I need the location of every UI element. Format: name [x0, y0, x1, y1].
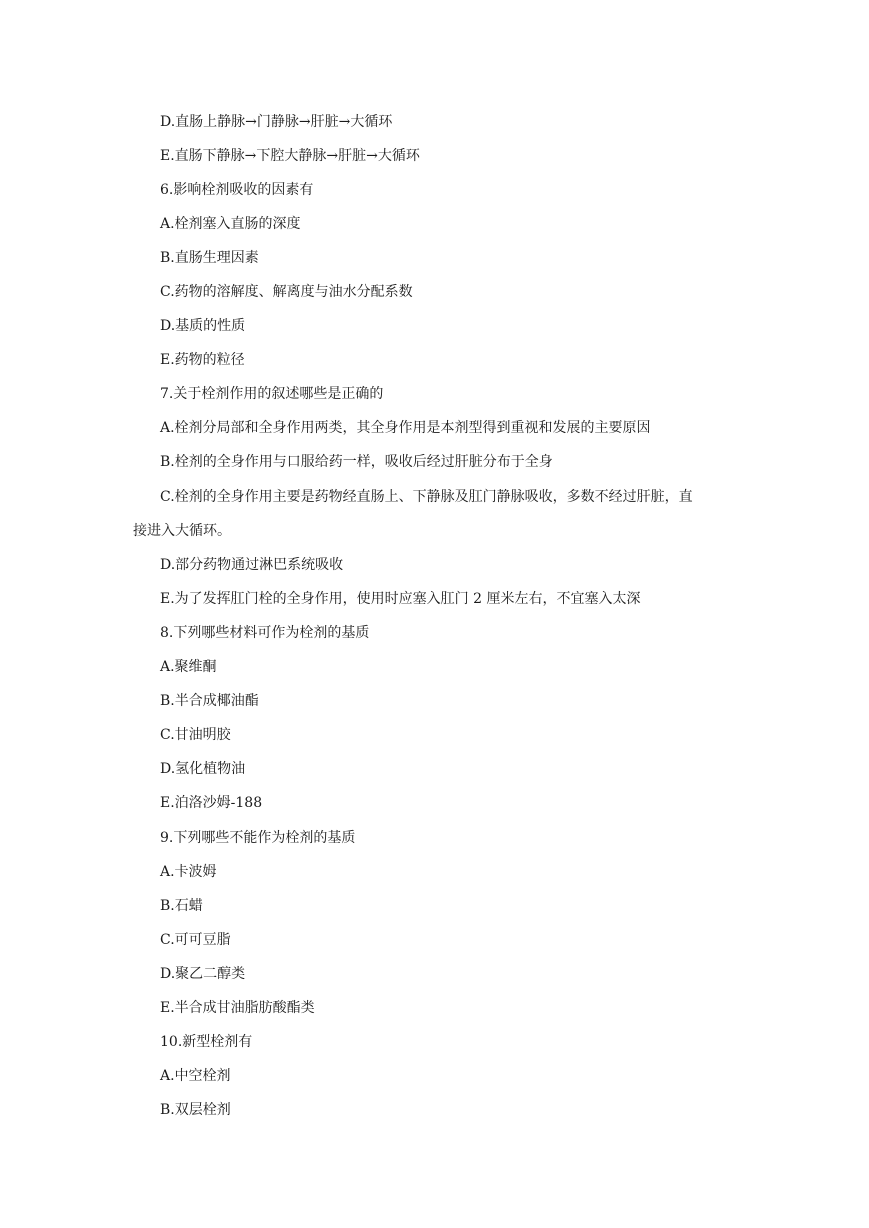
option-line: C.栓剂的全身作用主要是药物经直肠上、下静脉及肛门静脉吸收，多数不经过肝脏，直	[160, 489, 693, 505]
question-line: 6.影响栓剂吸收的因素有	[160, 182, 314, 198]
option-line: B.栓剂的全身作用与口服给药一样，吸收后经过肝脏分布于全身	[160, 454, 553, 470]
option-line-continuation: 接进入大循环。	[133, 523, 231, 539]
option-line: C.药物的溶解度、解离度与油水分配系数	[160, 284, 413, 300]
option-line: D.部分药物通过淋巴系统吸收	[160, 557, 344, 573]
question-line: 7.关于栓剂作用的叙述哪些是正确的	[160, 386, 384, 402]
option-line: A.卡波姆	[160, 864, 217, 880]
option-line: B.直肠生理因素	[160, 250, 259, 266]
option-line: D.基质的性质	[160, 318, 246, 334]
option-line: B.双层栓剂	[160, 1102, 231, 1118]
option-line: C.可可豆脂	[160, 932, 231, 948]
option-line: D.氢化植物油	[160, 761, 246, 777]
question-line: 8.下列哪些材料可作为栓剂的基质	[160, 625, 370, 641]
option-line: D.聚乙二醇类	[160, 966, 246, 982]
text-line: D.直肠上静脉→门静脉→肝脏→大循环	[160, 114, 393, 130]
option-line: C.甘油明胶	[160, 727, 231, 743]
option-line: E.泊洛沙姆-188	[160, 795, 263, 811]
option-line: B.半合成椰油酯	[160, 693, 259, 709]
question-line: 9.下列哪些不能作为栓剂的基质	[160, 830, 356, 846]
question-line: 10.新型栓剂有	[160, 1034, 253, 1050]
option-line: E.半合成甘油脂肪酸酯类	[160, 1000, 315, 1016]
option-line: E.药物的粒径	[160, 352, 245, 368]
option-line: A.聚维酮	[160, 659, 217, 675]
option-line: A.栓剂塞入直肠的深度	[160, 216, 301, 232]
option-line: E.为了发挥肛门栓的全身作用，使用时应塞入肛门 2 厘米左右，不宜塞入太深	[160, 591, 641, 607]
option-line: A.栓剂分局部和全身作用两类，其全身作用是本剂型得到重视和发展的主要原因	[160, 420, 651, 436]
option-line: B.石蜡	[160, 898, 203, 914]
text-line: E.直肠下静脉→下腔大静脉→肝脏→大循环	[160, 148, 420, 164]
option-line: A.中空栓剂	[160, 1068, 231, 1084]
